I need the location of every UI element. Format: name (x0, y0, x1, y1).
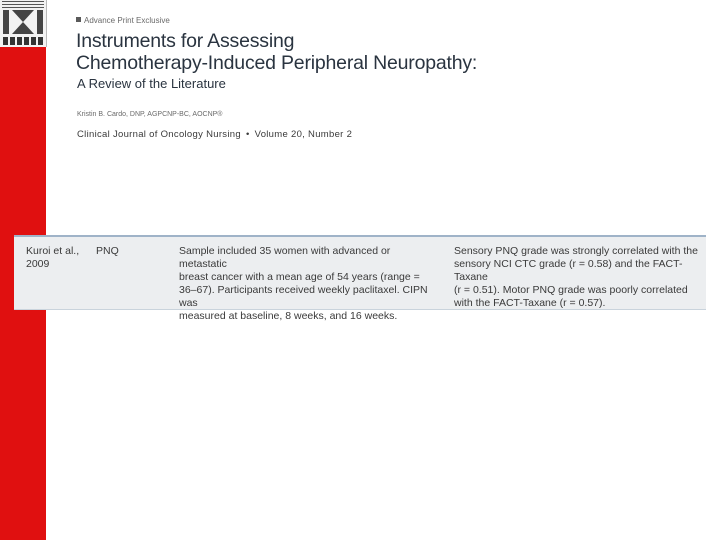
findings-line: sensory NCI CTC grade (r = 0.58) and the FACT-Taxane (454, 258, 683, 283)
table-row (14, 235, 706, 322)
study-year: 2009 (26, 258, 50, 270)
study-author: Kuroi et al., (26, 245, 80, 257)
journal-line (77, 129, 352, 140)
square-bullet-icon (76, 17, 81, 22)
sample-line: breast cancer with a mean age of 54 years (range = (179, 271, 420, 283)
findings-cell (454, 245, 698, 310)
findings-line: Sensory PNQ grade was strongly correlated with the (454, 245, 698, 257)
publisher-logo (0, 0, 47, 47)
sample-cell (179, 245, 441, 323)
study-cell (26, 245, 104, 271)
journal-volume: Volume 20, Number 2 (254, 129, 353, 140)
findings-line: (r = 0.51). Motor PNQ grade was poorly correlated (454, 284, 688, 296)
sample-line: 36–67). Participants received weekly paclitaxel. CIPN was (179, 284, 428, 309)
title-line-2: Chemotherapy-Induced Peripheral Neuropathy: (76, 52, 478, 74)
eyebrow-text: Advance Print Exclusive (84, 16, 170, 25)
bullet-separator: • (245, 129, 250, 140)
author-line: Kristin B. Cardo, DNP, AGPCNP-BC, AOCNP® (77, 111, 223, 118)
journal-name: Clinical Journal of Oncology Nursing (77, 129, 241, 140)
findings-line: with the FACT-Taxane (r = 0.57). (454, 297, 606, 309)
article-title (76, 30, 477, 74)
sample-line: measured at baseline, 8 weeks, and 16 weeks. (179, 310, 398, 322)
instrument-cell: PNQ (96, 245, 119, 257)
advance-print-label (76, 16, 170, 25)
sample-line: Sample included 35 women with advanced or metastatic (179, 245, 391, 270)
article-subtitle: A Review of the Literature (77, 76, 226, 91)
title-line-1: Instruments for Assessing (76, 30, 295, 52)
